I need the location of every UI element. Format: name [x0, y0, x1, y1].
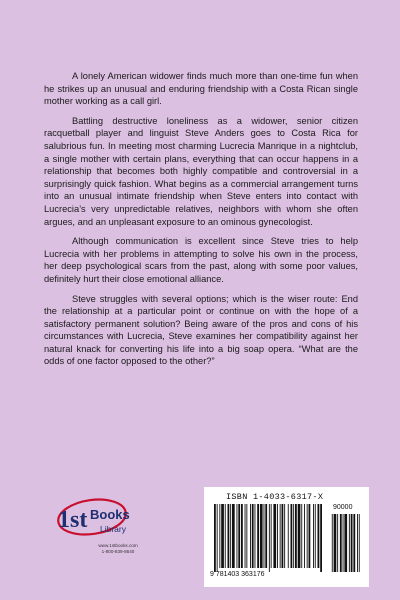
logo-text-1st: 1st — [58, 507, 88, 533]
blurb-paragraph-3: Although communication is excellent since Steve tries to help Lucrecia with her problems in attempting to solve his own in the process, her deep psychological scars from the past, along with some poor values, definitely hurt their close emotional alliance. — [44, 236, 358, 284]
barcode-bar — [318, 504, 320, 568]
barcode-bar — [225, 504, 226, 568]
barcode-bar — [250, 504, 251, 568]
barcode-bar — [252, 504, 254, 568]
barcode-bar — [245, 504, 246, 568]
barcode-bar — [269, 504, 270, 572]
barcode-bar — [295, 504, 297, 568]
barcode-addon-bar — [349, 514, 350, 572]
publisher-logo-mark — [50, 497, 140, 543]
blurb-paragraph-2: Battling destructive loneliness as a widower, senior citizen racquetball player and linguist Steve Anders goes to Costa Rica for salubrious fun. In meeting most charming Lucrecia Manrique in a nightclub, a single mother with certain plans, everything that can occur happens in a relationship that becomes both highly compatible and controversial in a surprisingly quick fashion. What begins as a commercial arrangement turns into an unusual intimate friendship when Steve enters into contact with Lucrecia’s very unpredictable relatives, neighbors with whom she often argues, and an unpleasant exposure to an ominous gynecologist. — [44, 115, 358, 227]
barcode-bar — [264, 504, 265, 568]
publisher-website: www.1stbooks.com — [98, 543, 138, 548]
barcode-addon-bar — [359, 514, 360, 572]
barcode-bar — [315, 504, 316, 568]
barcode-bar — [221, 504, 224, 568]
publisher-logo — [50, 497, 140, 557]
barcode-panel — [204, 487, 369, 587]
barcode-bar — [298, 504, 301, 568]
publisher-phone: 1-800-839-8640 — [101, 549, 135, 554]
isbn-label: ISBN 1-4033-6317-X — [226, 492, 324, 502]
barcode-bar — [284, 504, 285, 568]
barcode-addon-bar — [351, 514, 353, 572]
logo-text-library: Library — [100, 524, 126, 534]
barcode-bar — [282, 504, 284, 568]
barcode-addon-digits: 90000 — [333, 504, 353, 511]
barcode-bar — [257, 504, 259, 568]
barcode-addon-bar — [334, 514, 337, 572]
barcode-bar — [241, 504, 243, 568]
barcode-bar — [255, 504, 256, 568]
barcode-bar — [273, 504, 276, 568]
barcode-bar — [238, 504, 240, 568]
barcode-bar — [301, 504, 302, 568]
barcode-bar — [246, 504, 247, 568]
barcode-bar — [271, 504, 272, 568]
barcode-ean-digits: 9 781403 363176 — [210, 571, 265, 578]
barcode-addon-bar — [344, 514, 347, 572]
back-cover-blurb — [44, 70, 358, 375]
barcode-bar — [232, 504, 235, 568]
barcode-bar — [293, 504, 294, 568]
barcode-addon-bar — [357, 514, 358, 572]
barcode-bar — [260, 504, 263, 568]
barcode-bar — [313, 504, 314, 568]
barcode-bar — [280, 504, 281, 568]
barcode-bar — [288, 504, 289, 568]
barcode-addon-bar — [332, 514, 333, 572]
barcode-addon-bar — [343, 514, 344, 572]
barcode-bar — [277, 504, 278, 568]
barcode-bar — [309, 504, 311, 568]
barcode-bar — [230, 504, 231, 568]
barcode-bar — [304, 504, 305, 568]
barcode-addon-bar — [337, 514, 338, 572]
barcode-addon-bar — [353, 514, 355, 572]
blurb-paragraph-1: A lonely American widower finds much more than one-time fun when he strikes up an unusual and enduring friendship with a Costa Rican single mother working as a call girl. — [44, 71, 358, 107]
barcode-bar — [217, 504, 218, 572]
logo-text-books: Books — [90, 507, 130, 522]
barcode-bar — [320, 504, 322, 572]
blurb-paragraph-4: Steve struggles with several options; which is the wiser route: End the relationship at a particular point or continue on with the hope of a satisfactory permanent solution? Being aware of the pros and cons of his circumstances with Lucrecia, Steve examines her compatibility against her natural knack for converting his life into a big soap opera. “What are the odds of one factor opposed to the other?” — [44, 293, 358, 367]
barcode-bar — [228, 504, 230, 568]
barcode-bar — [219, 504, 220, 568]
barcode-addon-bar — [340, 514, 342, 572]
barcode-bar — [291, 504, 293, 568]
barcode-bar — [237, 504, 238, 568]
barcode-bar — [214, 504, 216, 572]
barcode-bar — [307, 504, 308, 568]
barcode-bar — [265, 504, 267, 568]
